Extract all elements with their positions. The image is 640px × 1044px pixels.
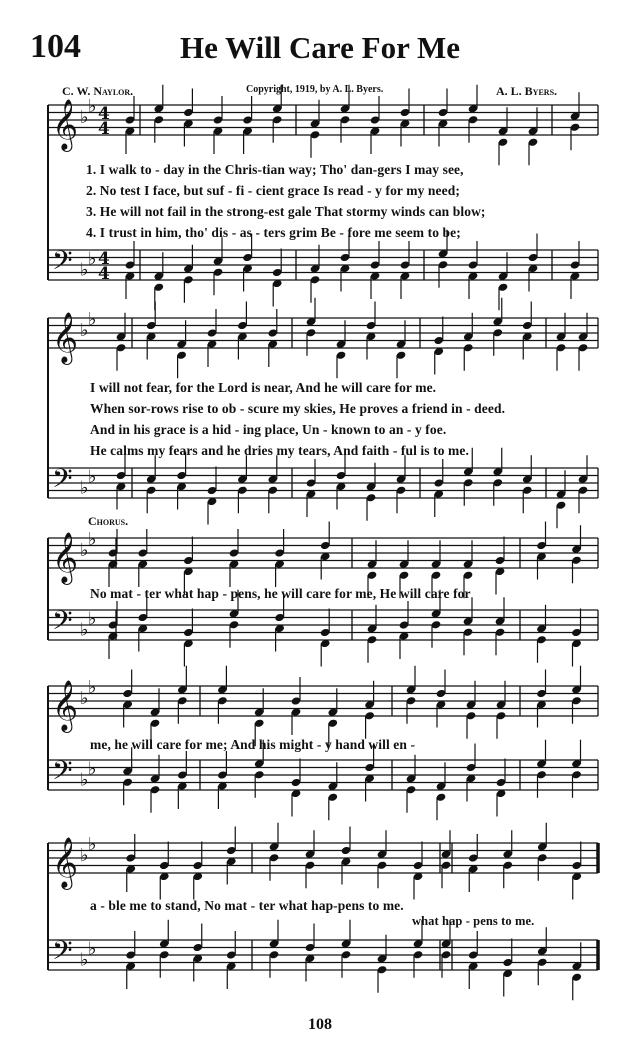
lyricist-credit: C. W. Naylor. (62, 84, 134, 98)
flat-icon: ♭ (88, 608, 97, 630)
flat-icon: ♭ (88, 938, 97, 960)
copyright-notice: Copyright, 1919, by A. L. Byers. (246, 84, 384, 95)
chorus-label: Chorus. (88, 514, 129, 528)
flat-icon: ♭ (80, 107, 89, 128)
flat-icon: ♭ (80, 619, 89, 641)
bass-clef-icon: 𝄢 (52, 934, 73, 973)
flat-icon: ♭ (80, 259, 89, 281)
page-number: 108 (308, 1016, 332, 1033)
lyric-line-verse-1: 1. I walk to - day in the Chris-tian way; Tho' dan-gers I may see, (86, 162, 464, 177)
flat-icon: ♭ (88, 833, 97, 855)
time-signature-denominator: 4 (98, 119, 110, 139)
treble-clef-icon: 𝄞 (52, 680, 79, 731)
hymn-number: 104 (30, 28, 81, 65)
hymn-title: He Will Care For Me (179, 30, 461, 65)
composer-credit: A. L. Byers. (496, 84, 558, 98)
time-signature-numerator: 4 (98, 104, 110, 124)
treble-clef-icon: 𝄞 (52, 312, 79, 363)
flat-icon: ♭ (88, 758, 97, 780)
flat-icon: ♭ (80, 688, 89, 709)
flat-icon: ♭ (88, 528, 97, 550)
bass-clef-icon: 𝄢 (52, 754, 73, 793)
lyric-line-chorus: a - ble me to stand, No mat - ter what hap-pens to me. (90, 898, 404, 913)
bass-clef-icon: 𝄢 (52, 244, 73, 283)
flat-icon: ♭ (80, 949, 89, 971)
lyric-line-chorus-echo: what hap - pens to me. (412, 914, 535, 928)
lyric-line-verse-3: And in his grace is a hid - ing place, Un - known to an - y foe. (90, 422, 447, 437)
lyric-line-verse-4: 4. I trust in him, tho' dis - as - ters grim Be - fore me seem to be; (86, 225, 461, 240)
flat-icon: ♭ (88, 466, 97, 488)
lyric-line-verse-2: 2. No test I face, but suf - fi - cient grace Is read - y for my need; (86, 183, 460, 198)
flat-icon: ♭ (80, 540, 89, 561)
treble-clef-icon: 𝄞 (52, 837, 79, 888)
lyric-line-verse-1: I will not fear, for the Lord is near, And he will care for me. (90, 380, 437, 395)
flat-icon: ♭ (80, 845, 89, 866)
lyric-line-verse-2: When sor-rows rise to ob - scure my skies, He proves a friend in - deed. (90, 401, 506, 416)
flat-icon: ♭ (80, 477, 89, 499)
time-signature-numerator: 4 (98, 249, 110, 269)
lyric-line-chorus: me, he will care for me; And his might - y hand will en - (90, 737, 416, 752)
flat-icon: ♭ (80, 320, 89, 341)
flat-icon: ♭ (88, 676, 97, 698)
bass-clef-icon: 𝄢 (52, 462, 73, 501)
flat-icon: ♭ (88, 95, 97, 117)
lyric-line-verse-4: He calms my fears and he dries my tears, And faith - ful is to me. (90, 443, 469, 458)
flat-icon: ♭ (80, 769, 89, 791)
time-signature-denominator: 4 (98, 264, 110, 284)
lyric-line-chorus: No mat - ter what hap - pens, he will care for me, He will care for (90, 586, 471, 601)
flat-icon: ♭ (88, 308, 97, 330)
lyric-line-verse-3: 3. He will not fail in the strong-est gale That stormy winds can blow; (86, 204, 486, 219)
treble-clef-icon: 𝄞 (52, 99, 79, 150)
flat-icon: ♭ (88, 248, 97, 270)
bass-clef-icon: 𝄢 (52, 604, 73, 643)
treble-clef-icon: 𝄞 (52, 532, 79, 583)
